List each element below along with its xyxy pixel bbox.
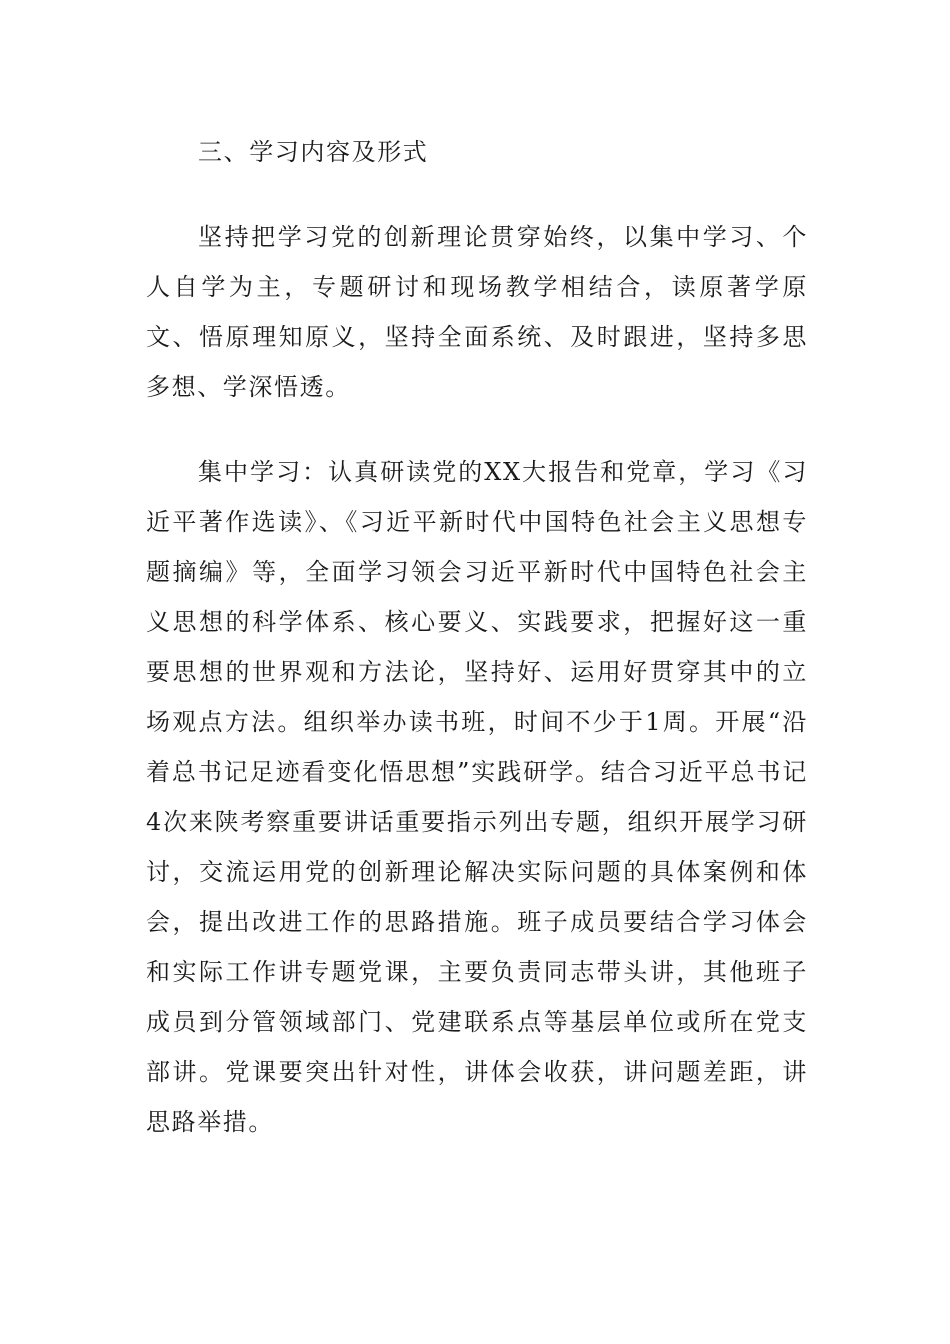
paragraph-centralized-study: 集中学习：认真研读党的XX大报告和党章，学习《习近平著作选读》、《习近平新时代中国特色社会主义思想专题摘编》等，全面学习领会习近平新时代中国特色社会主义思想的科学体系、核心要义、实践要求，把握好这一重要思想的世界观和方法论，坚持好、运用好贯穿其中的立场观点方法。组织举办读书班，时间不少于1周。开展“沿着总书记足迹看变化悟思想”实践研学。结合习近平总书记4次来陕考察重要讲话重要指示列出专题，组织开展学习研讨，交流运用党的创新理论解决实际问题的具体案例和体会，提出改进工作的思路措施。班子成员要结合学习体会和实际工作讲专题党课，主要负责同志带头讲，其他班子成员到分管领域部门、党建联系点等基层单位或所在党支部讲。党课要突出针对性，讲体会收获，讲问题差距，讲思路举措。: [146, 458, 808, 1136]
section-title: 三、学习内容及形式: [198, 138, 429, 166]
paragraph-study-principles: 坚持把学习党的创新理论贯穿始终，以集中学习、个人自学为主，专题研讨和现场教学相结合，读原著学原文、悟原理知原义，坚持全面系统、及时跟进，坚持多思多想、学深悟透。: [146, 223, 808, 401]
